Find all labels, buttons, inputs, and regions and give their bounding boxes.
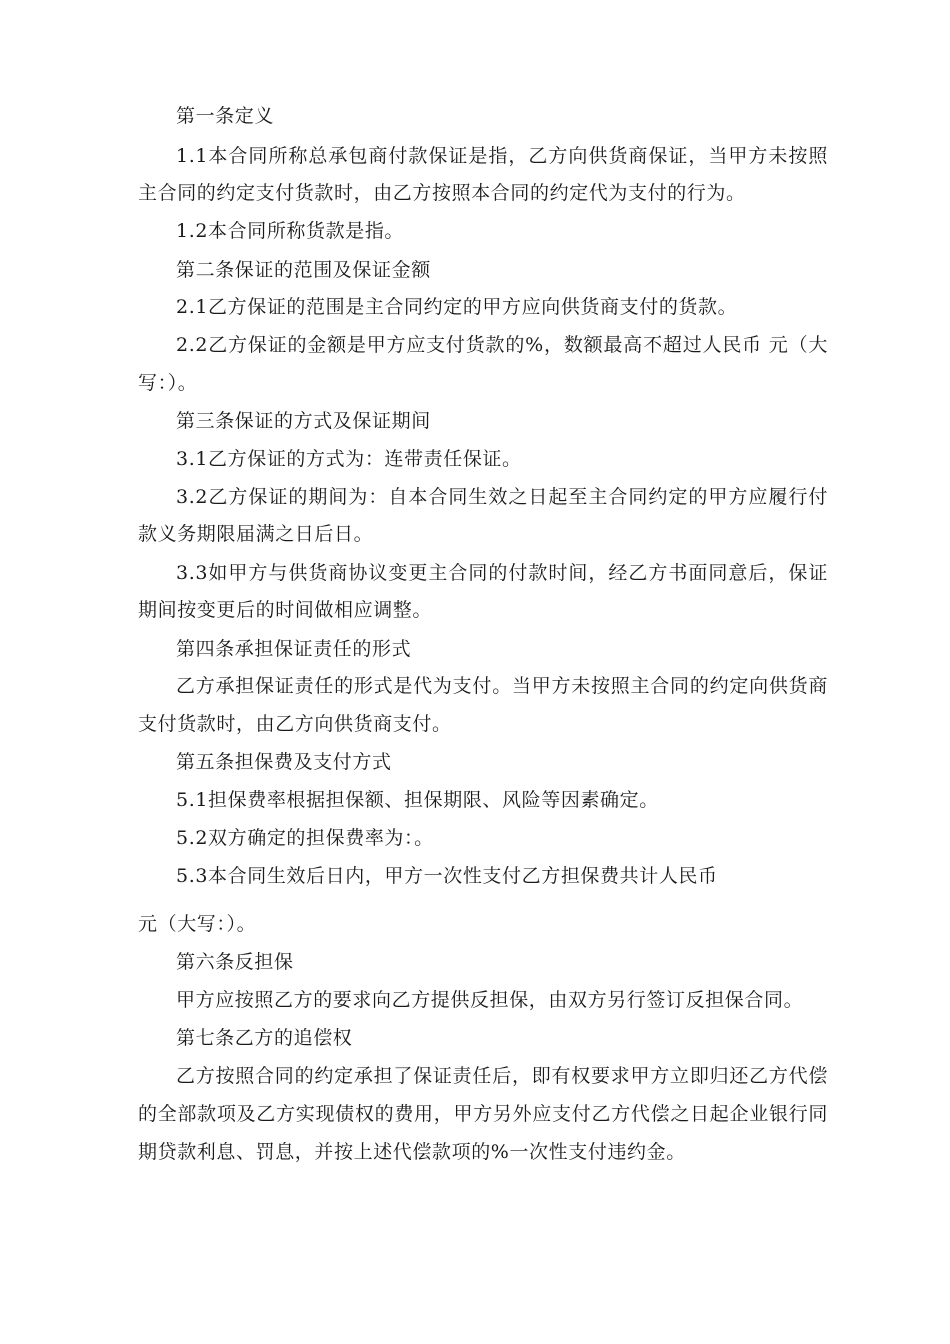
clause-1-2: 1.2本合同所称货款是指。 <box>176 220 405 242</box>
clause-1-1-line-1: 1.1本合同所称总承包商付款保证是指，乙方向供货商保证，当甲方未按照 <box>176 145 828 167</box>
article-6-body: 甲方应按照乙方的要求向乙方提供反担保，由双方另行签订反担保合同。 <box>176 989 804 1011</box>
article-7-body-line-2: 的全部款项及乙方实现债权的费用，甲方另外应支付乙方代偿之日起企业银行同 <box>138 1103 828 1125</box>
article-2-heading: 第二条保证的范围及保证金额 <box>176 259 431 281</box>
clause-3-2-line-1: 3.2乙方保证的期间为：自本合同生效之日起至主合同约定的甲方应履行付 <box>176 486 828 508</box>
clause-3-3-line-1: 3.3如甲方与供货商协议变更主合同的付款时间，经乙方书面同意后，保证 <box>176 562 828 584</box>
clause-3-3-line-2: 期间按变更后的时间做相应调整。 <box>138 599 433 621</box>
clause-5-2: 5.2双方确定的担保费率为：。 <box>176 827 434 849</box>
clause-1-1-line-2: 主合同的约定支付货款时，由乙方按照本合同的约定代为支付的行为。 <box>138 182 746 204</box>
clause-5-3-line-2: 元（大写：）。 <box>138 913 257 935</box>
article-1-heading: 第一条定义 <box>176 105 275 127</box>
clause-5-3-line-1: 5.3本合同生效后日内，甲方一次性支付乙方担保费共计人民币 <box>176 865 718 887</box>
clause-2-2-line-2: 写：）。 <box>138 372 198 394</box>
clause-3-2-line-2: 款义务期限届满之日后日。 <box>138 523 374 545</box>
article-5-heading: 第五条担保费及支付方式 <box>176 751 392 773</box>
article-3-heading: 第三条保证的方式及保证期间 <box>176 410 431 432</box>
article-6-heading: 第六条反担保 <box>176 951 294 973</box>
article-4-body-line-2: 支付货款时，由乙方向供货商支付。 <box>138 713 452 735</box>
clause-2-1: 2.1乙方保证的范围是主合同约定的甲方应向供货商支付的货款。 <box>176 296 738 318</box>
clause-5-1: 5.1担保费率根据担保额、担保期限、风险等因素确定。 <box>176 789 659 811</box>
clause-2-2-line-1: 2.2乙方保证的金额是甲方应支付货款的%，数额最高不超过人民币 元（大 <box>176 334 828 356</box>
article-7-body-line-3: 期贷款利息、罚息，并按上述代偿款项的%一次性支付违约金。 <box>138 1141 686 1163</box>
clause-3-1: 3.1乙方保证的方式为：连带责任保证。 <box>176 448 522 470</box>
article-7-heading: 第七条乙方的追偿权 <box>176 1027 353 1049</box>
article-4-heading: 第四条承担保证责任的形式 <box>176 638 412 660</box>
article-7-body-line-1: 乙方按照合同的约定承担了保证责任后，即有权要求甲方立即归还乙方代偿 <box>176 1065 828 1087</box>
article-4-body-line-1: 乙方承担保证责任的形式是代为支付。当甲方未按照主合同的约定向供货商 <box>176 675 828 697</box>
